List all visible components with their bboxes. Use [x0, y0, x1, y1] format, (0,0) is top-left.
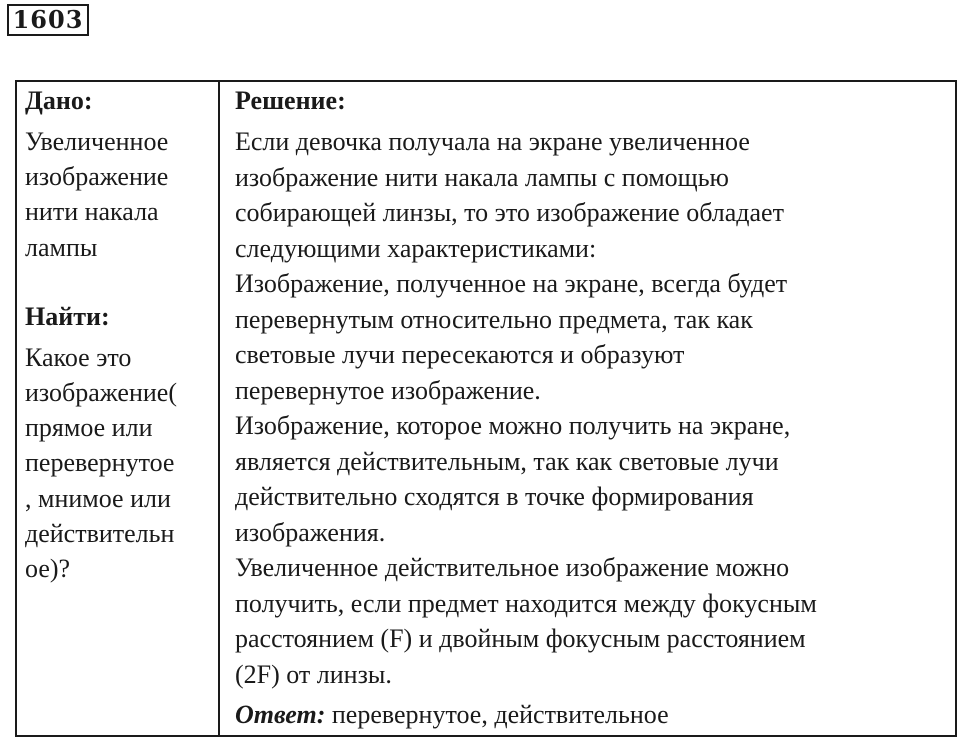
solution-paragraph: Увеличенное действительное изображение можно получить, если предмет находится между фокусным расстоянием (F) и двойным фокусным расстоянием (2F) от линзы. [235, 553, 817, 689]
find-text: Какое это изображение( прямое или перевернутое , мнимое или действительн ое)? [25, 342, 177, 584]
answer-text: перевернутое, действительное [325, 700, 669, 729]
given-heading: Дано: [25, 86, 93, 115]
given-find-column [17, 82, 220, 735]
solution-paragraph: Изображение, которое можно получить на экране, является действительным, так как световые лучи действительно сходятся в точке формирования изображения. [235, 411, 791, 547]
solution-table [15, 80, 957, 737]
given-text: Увеличенное изображение нити накала лампы [25, 127, 169, 262]
solution-paragraph: Изображение, полученное на экране, всегда будет перевернутым относительно предмета, так как световые лучи пересекаются и образуют перевернутое изображение. [235, 269, 788, 405]
answer-label: Ответ: [235, 700, 326, 729]
solution-paragraph: Если девочка получала на экране увеличенное изображение нити накала лампы с помощью собирающей линзы, то это изображение обладает следующими характеристиками: [235, 127, 784, 263]
find-heading: Найти: [25, 301, 110, 331]
answer [235, 698, 947, 732]
problem-number: 1603 [7, 4, 89, 36]
solution-column [220, 82, 955, 735]
solution-heading: Решение: [235, 86, 346, 115]
